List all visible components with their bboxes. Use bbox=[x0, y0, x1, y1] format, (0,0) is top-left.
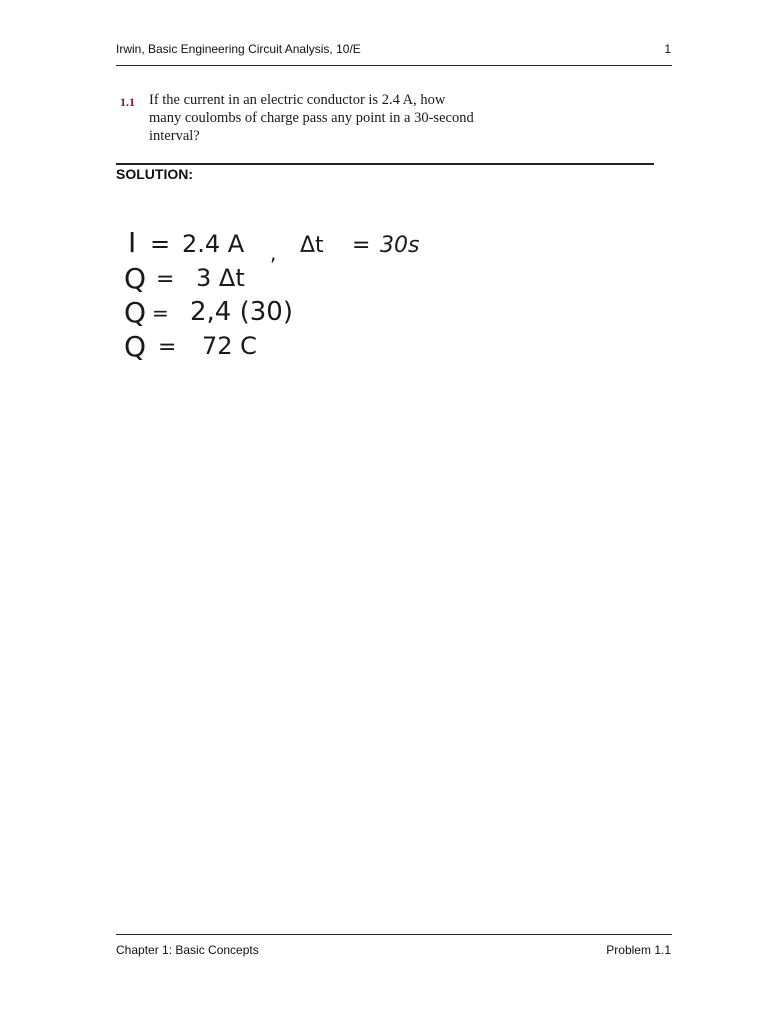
hw-line3-right: 2,4 (30) bbox=[190, 297, 293, 327]
hw-line4-right: 72 C bbox=[202, 332, 257, 360]
handwritten-solution bbox=[118, 222, 458, 372]
hw-line2-eq: = bbox=[156, 267, 175, 292]
hw-line2-right: 3 Δt bbox=[196, 264, 245, 292]
hw-line4-left: Q bbox=[124, 330, 147, 363]
hw-line3-left: Q bbox=[124, 296, 147, 329]
hw-line1-extra-eq: = bbox=[352, 233, 371, 258]
hw-line1-eq: = bbox=[150, 230, 171, 258]
footer-problem: Problem 1.1 bbox=[606, 943, 671, 957]
header-title: Irwin, Basic Engineering Circuit Analysis, 10/E bbox=[116, 42, 361, 56]
hw-line3-eq: = bbox=[152, 301, 169, 325]
problem-divider bbox=[116, 163, 654, 165]
header-divider bbox=[116, 65, 672, 66]
problem-number: 1.1 bbox=[120, 95, 135, 109]
hw-line1-extra-right: 30s bbox=[380, 233, 420, 258]
hw-line4-eq: = bbox=[158, 335, 177, 360]
hw-line2-left: Q bbox=[124, 262, 147, 295]
footer-divider bbox=[116, 934, 672, 935]
problem-line: many coulombs of charge pass any point in a 30-second bbox=[149, 110, 474, 126]
hw-line1-extra-left: Δt bbox=[300, 233, 324, 258]
hw-line1-sep: , bbox=[270, 241, 277, 265]
solution-label: SOLUTION: bbox=[116, 166, 193, 182]
hw-line1-left: I bbox=[128, 226, 137, 259]
problem-statement bbox=[149, 91, 529, 145]
footer-chapter: Chapter 1: Basic Concepts bbox=[116, 943, 259, 957]
problem-line: interval? bbox=[149, 128, 200, 144]
problem-line: If the current in an electric conductor is 2.4 A, how bbox=[149, 92, 446, 108]
hw-line1-right: 2.4 A bbox=[182, 230, 245, 258]
header-page-number: 1 bbox=[664, 42, 671, 56]
